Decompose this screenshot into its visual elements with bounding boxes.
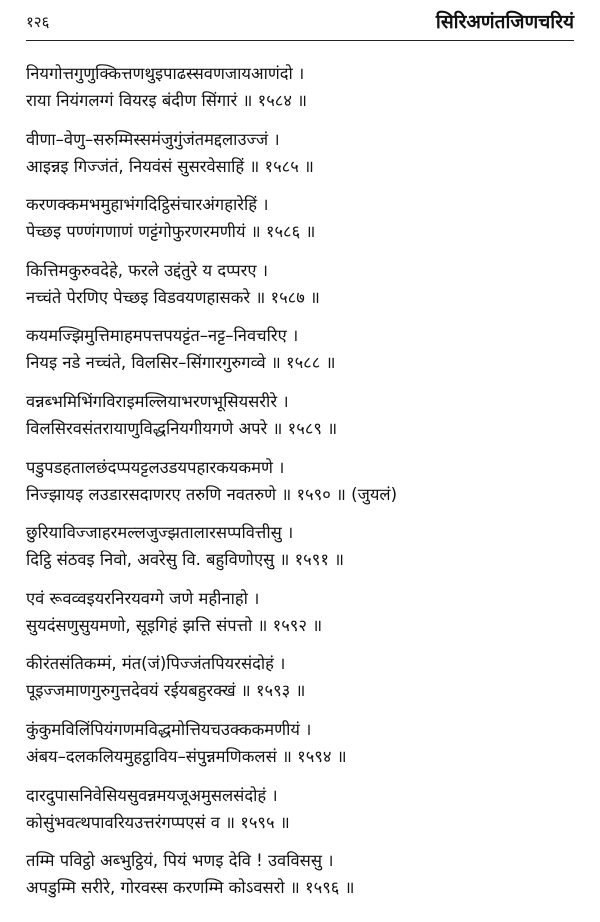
verse-1587 — [26, 257, 584, 323]
running-title: सिरिअणंतजिणचरियं — [435, 11, 574, 33]
verse-1593 — [26, 650, 584, 716]
verse-line-2: सुयदंसणुसुयमणो, सूइगिहं झत्ति संपत्तो ॥ १५९२ ॥ — [26, 615, 323, 635]
verse-line-1: वीणा–वेणु–सरुम्मिस्समंजुगुंजंतमद्दलाउज्जं । — [26, 129, 280, 149]
header-rule — [26, 40, 574, 41]
verse-line-2: आइन्नइ गिज्जंतं, नियवंसं सुसरवेसाहिं ॥ १५८५ ॥ — [26, 156, 314, 176]
verse-line-2: राया नियंगलग्गं वियरइ बंदीण सिंगारं ॥ १५८४ ॥ — [26, 91, 308, 110]
verse-1585 — [26, 126, 584, 192]
verse-1584 — [26, 60, 584, 126]
verse-line-2: नियइ नडे नच्चंते, विलसिर–सिंगारगुरुगव्वे ॥ १५८८ ॥ — [26, 353, 336, 373]
verse-line-1: वन्नब्भमिभिंगविराइमल्लियाभरणभूसियसरीरे । — [26, 391, 289, 411]
verse-line-1: पडुपडहतालछंदप्पयट्टलउडयपहारकयकमणे । — [26, 457, 285, 477]
verse-1592 — [26, 585, 584, 651]
verse-line-1: तम्मि पविट्ठो अब्भुट्ठियं, पियं भणइ देवि ! उवविससु । — [26, 851, 334, 871]
verse-line-2: अंबय–दलकलियमुहट्ठाविय–संपुन्नमणिकलसं ॥ १५९४ ॥ — [26, 746, 347, 766]
verse-line-1: कयमज्झिमुत्तिमाहमपत्तपयट्टंत–नट्ट–निवचरिए । — [26, 326, 299, 346]
verse-1591 — [26, 519, 584, 585]
verse-line-2: पूइज्जमाणगुरुगुत्तदेवयं रईयबहुरक्खं ॥ १५९३ ॥ — [26, 681, 306, 701]
verse-1590 — [26, 454, 584, 520]
verse-line-1: नियगोत्तगुणुक्कित्तणथुइपाढस्सवणजायआणंदो । — [26, 64, 305, 83]
verse-list — [26, 60, 584, 913]
page-number: १२६ — [26, 13, 50, 31]
verse-1586 — [26, 191, 584, 257]
verse-line-2: नच्चंते पेरणिए पेच्छइ विडवयणहासकरे ॥ १५८७ ॥ — [26, 287, 320, 307]
verse-1596 — [26, 847, 584, 913]
verse-line-1: करणक्कमभमुहाभंगदिट्ठिसंचारअंगहारेहिं । — [26, 195, 269, 215]
verse-line-2: पेच्छइ पण्णंगणाणं णट्टंगोफुरणरमणीयं ॥ १५८६ ॥ — [26, 222, 316, 242]
verse-line-2: कोसुंभवत्थपावरियउत्तरंगप्पएसं व ॥ १५९५ ॥ — [26, 812, 290, 832]
verse-line-1: कुंकुमविलिंपियंगणमविद्धमोत्तियचउक्ककमणीयं । — [26, 719, 312, 739]
verse-line-2: दिट्ठि संठवइ निवो, अवरेसु वि. बहुविणोएसु ॥ १५९१ ॥ — [26, 550, 345, 570]
verse-line-1: छुरियाविज्जाहरमल्लजुज्झतालारसप्पवित्तीसु । — [26, 523, 294, 543]
verse-1595 — [26, 782, 584, 848]
verse-line-1: एवं रूवव्वइयरनिरयवग्गे जणे महीनाहो । — [26, 588, 260, 608]
verse-1589 — [26, 388, 584, 454]
verse-line-1: कित्तिमकुरुवदेहे, फरले उद्दंतुरे य दप्परए । — [26, 260, 268, 280]
verse-line-2: अपडुम्मि सरीरे, गोरवस्स करणम्मि कोऽवसरो ॥ १५९६ ॥ — [26, 878, 355, 898]
verse-line-2: निज्झायइ लउडारसदाणरए तरुणि नवतरुणे ॥ १५९० ॥ (जुयलं) — [26, 484, 398, 504]
verse-line-1: दारदुपासनिवेसियसुवन्नमयजूअमुसलसंदोहं । — [26, 785, 278, 805]
verse-line-2: विलसिरवसंतरायाणुविद्धनियगीयगणे अपरे ॥ १५८९ ॥ — [26, 418, 338, 438]
verse-1594 — [26, 716, 584, 782]
page-header — [26, 6, 574, 36]
verse-line-1: कीरंतसंतिकम्मं, मंत(जं)पिज्जंतपियरसंदोहं । — [26, 654, 286, 674]
verse-1588 — [26, 322, 584, 388]
